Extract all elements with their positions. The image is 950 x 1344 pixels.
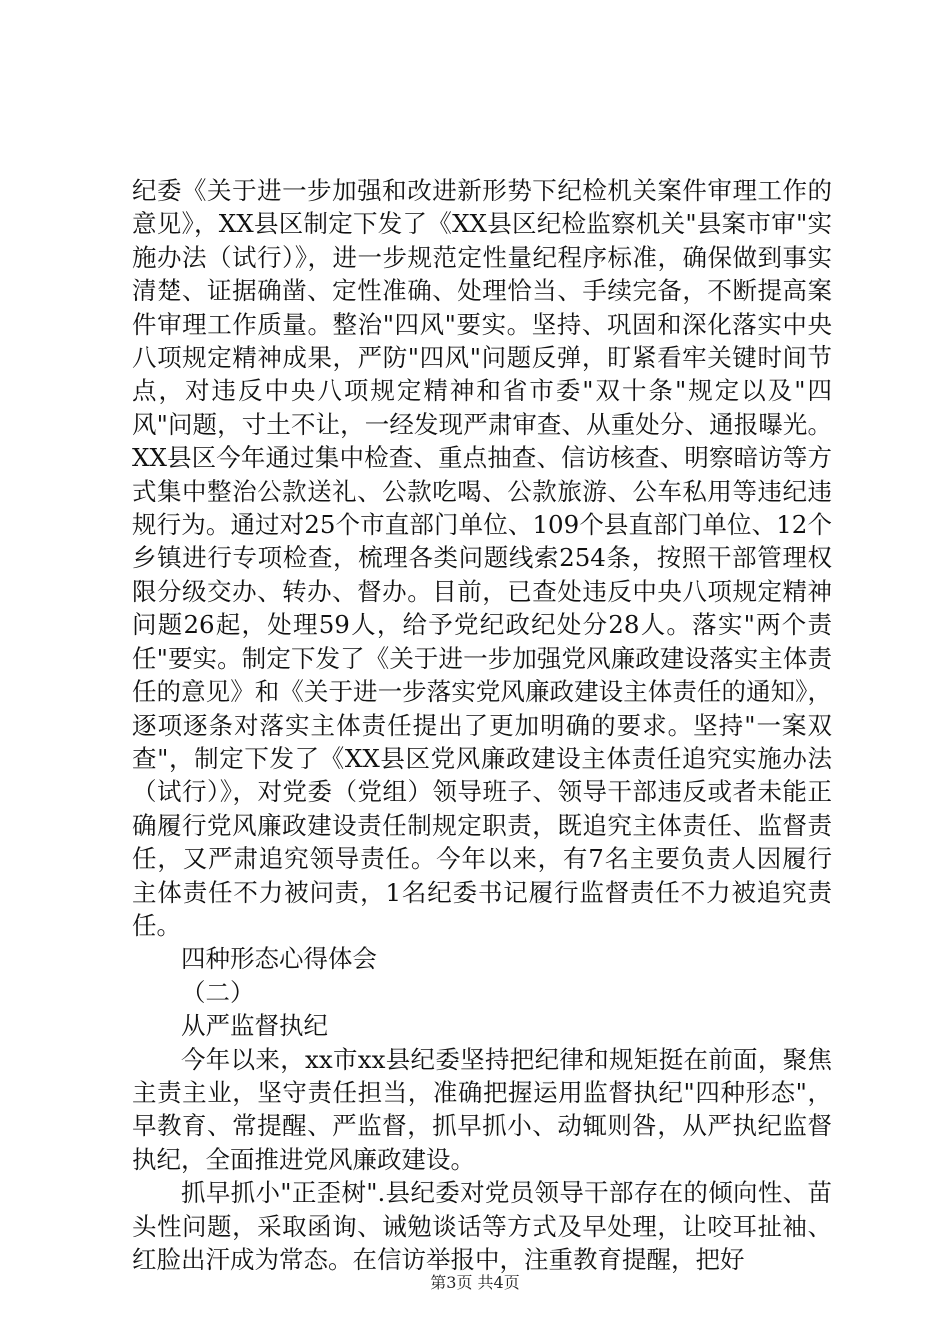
body-paragraph-continued: 纪委《关于进一步加强和改进新形势下纪检机关案件审理工作的意见》，XX县区制定下发了《XX县区纪检监察机关"县案市审"实施办法（试行）》，进一步规范定性量纪程序标准，确保做到事实清楚、证据确凿、定性准确、处理恰当、手续完备，不断提高案件审理工作质量。整治"四风"要实。坚持、巩固和深化落实中央八项规定精神成果，严防"四风"问题反弹，盯紧看牢关键时间节点，对违反中央八项规定精神和省市委"双十条"规定以及"四风"问题，寸土不让，一经发现严肃审查、从重处分、通报曝光。XX县区今年通过集中检查、重点抽查、信访核查、明察暗访等方式集中整治公款送礼、公款吃喝、公款旅游、公车私用等违纪违规行为。通过对25个市直部门单位、109个县直部门单位、12个乡镇进行专项检查，梳理各类问题线索254条，按照干部管理权限分级交办、转办、督办。目前，已查处违反中央八项规定精神问题26起，处理59人，给予党纪政纪处分28人。落实"两个责任"要实。制定下发了《关于进一步加强党风廉政建设落实主体责任的意见》和《关于进一步落实党风廉政建设主体责任的通知》，逐项逐条对落实主体责任提出了更加明确的要求。坚持"一案双查"，制定下发了《XX县区党风廉政建设主体责任追究实施办法（试行）》，对党委（党组）领导班子、领导干部违反或者未能正确履行党风廉政建设责任制规定职责，既追究主体责任、监督责任，又严肃追究领导责任。今年以来，有7名主要负责人因履行主体责任不力被问责，1名纪委书记履行监督责任不力被追究责任。 — [132, 176, 832, 940]
section-heading: 四种形态心得体会 — [181, 944, 377, 974]
section-number: （二） — [181, 977, 255, 1007]
page-number-footer: 第3页 共4页 — [430, 1273, 520, 1292]
body-paragraph: 今年以来，xx市xx县纪委坚持把纪律和规矩挺在前面，聚焦主责主业，坚守责任担当，准确把握运用监督执纪"四种形态"，早教育、常提醒、严监督，抓早抓小、动辄则咎，从严执纪监督执纪，全面推进党风廉政建设。 — [132, 1044, 832, 1174]
section-subheading: 从严监督执纪 — [181, 1011, 328, 1041]
body-paragraph: 抓早抓小"正歪树".县纪委对党员领导干部存在的倾向性、苗头性问题，采取函询、诫勉谈话等方式及早处理，让咬耳扯袖、红脸出汗成为常态。在信访举报中，注重教育提醒，把好 — [132, 1178, 832, 1274]
document-body — [132, 174, 832, 1276]
